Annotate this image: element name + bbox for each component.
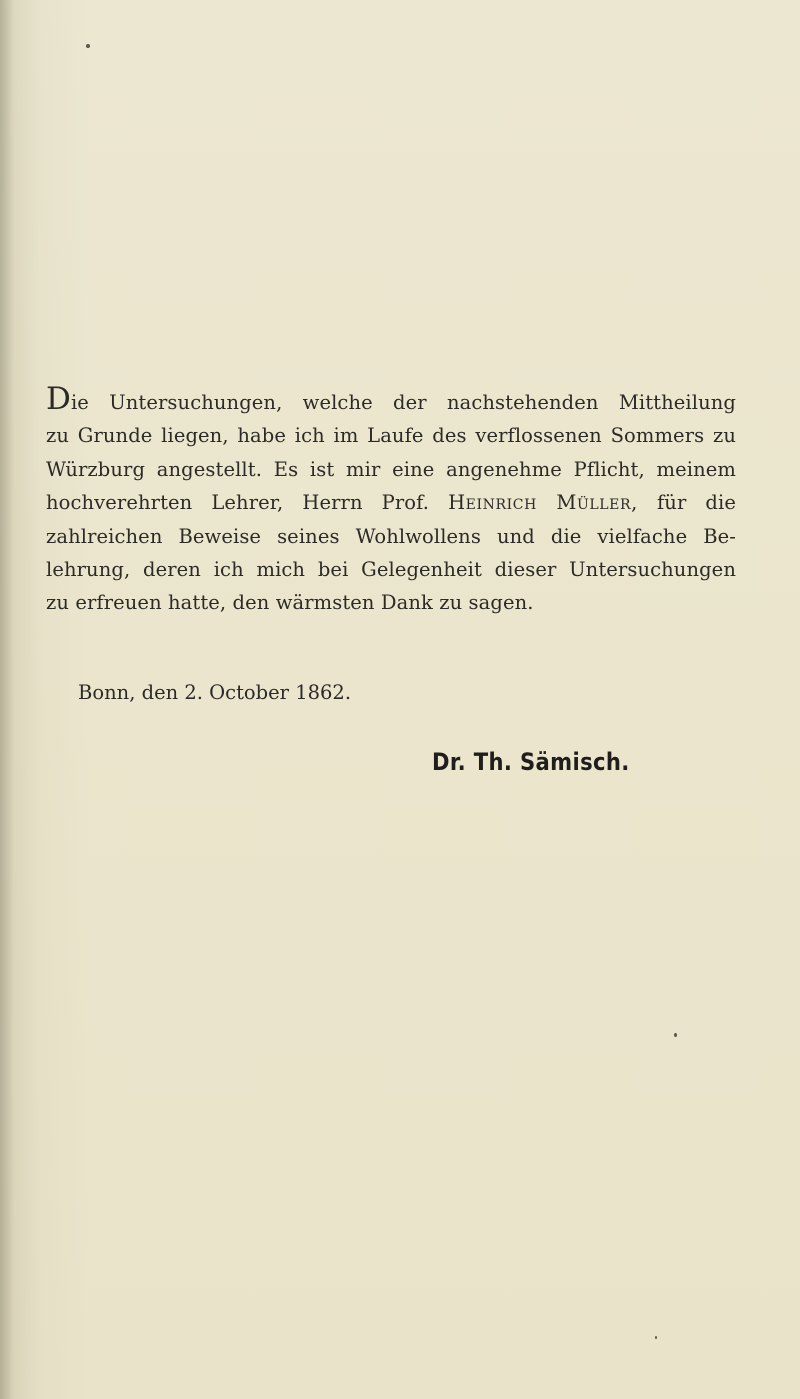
ink-speck bbox=[86, 44, 90, 48]
text-line-4 bbox=[46, 486, 736, 519]
text-line-3: Würzburg angestellt. Es ist mir eine angenehme Pflicht, meinem bbox=[46, 457, 736, 481]
page-edge-shadow bbox=[0, 0, 14, 1399]
drop-cap: D bbox=[46, 381, 71, 417]
signature: Dr. Th. Sämisch. bbox=[432, 748, 630, 776]
text-line-4-start: hochverehrten Lehrer, Herrn Prof. bbox=[46, 491, 430, 515]
text-line-7: zu erfreuen hatte, den wärmsten Dank zu sagen. bbox=[46, 591, 534, 615]
text-line-5: zahlreichen Beweise seines Wohlwollens und die vielfache Be- bbox=[46, 524, 736, 548]
text-line-2: zu Grunde liegen, habe ich im Laufe des verflossenen Sommers zu bbox=[46, 424, 736, 448]
text-line-1 bbox=[46, 381, 736, 419]
place-date: Bonn, den 2. October 1862. bbox=[78, 681, 352, 704]
text-line-4-end: für die bbox=[656, 491, 736, 515]
named-person: Heinrich Müller, bbox=[448, 491, 638, 515]
text-line-1-rest: ie Untersuchungen, welche der nachstehenden Mittheilung bbox=[70, 391, 736, 414]
text-line-6: lehrung, deren ich mich bei Gelegenheit dieser Untersuchungen bbox=[46, 558, 736, 582]
ink-speck bbox=[655, 1336, 657, 1339]
ink-speck bbox=[674, 1033, 677, 1037]
dedication-text bbox=[46, 381, 736, 620]
